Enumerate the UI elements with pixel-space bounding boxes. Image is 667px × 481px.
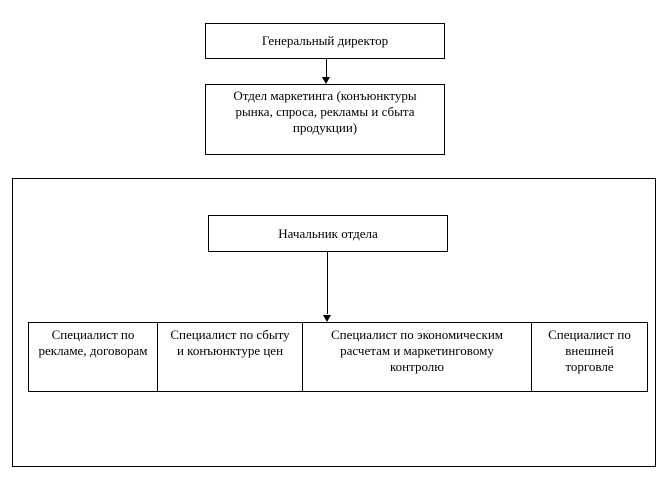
arrowhead-down-icon	[322, 77, 330, 84]
specialist-label-line: внешней	[565, 343, 614, 358]
specialist-label-line: Специалист по экономическим	[330, 327, 504, 342]
box-marketing-department	[205, 84, 445, 155]
department-head-label: Начальник отдела	[278, 225, 378, 241]
arrowhead-down-icon	[323, 315, 331, 322]
marketing-label-line: рынка, спроса, рекламы и сбыта	[235, 104, 415, 119]
marketing-label-line: Отдел маркетинга (конъюнктуры	[233, 88, 417, 103]
box-specialist-sales	[157, 322, 303, 392]
specialist-label-line: торговле	[565, 359, 614, 374]
specialist-label-line: и конъюнктуре цен	[176, 343, 284, 358]
general-director-label: Генеральный директор	[261, 33, 389, 48]
specialist-label-line: Специалист по	[51, 327, 135, 342]
specialist-label-line: расчетам и маркетинговому	[340, 343, 494, 358]
marketing-label-line: продукции)	[292, 120, 358, 135]
box-specialist-advertising	[28, 322, 158, 392]
box-specialist-economics	[302, 322, 532, 392]
box-department-head	[208, 215, 448, 252]
specialist-label-line: Специалист по сбыту	[170, 327, 290, 342]
connector-director-marketing	[326, 59, 327, 78]
specialist-label-line: Специалист по	[548, 327, 631, 342]
box-specialist-foreign-trade	[531, 322, 648, 392]
box-general-director	[205, 23, 445, 59]
connector-head-specialists	[327, 252, 328, 314]
specialists-row	[28, 322, 648, 392]
specialist-label-line: рекламе, договорам	[38, 343, 148, 358]
specialist-label-line: контролю	[390, 359, 444, 374]
